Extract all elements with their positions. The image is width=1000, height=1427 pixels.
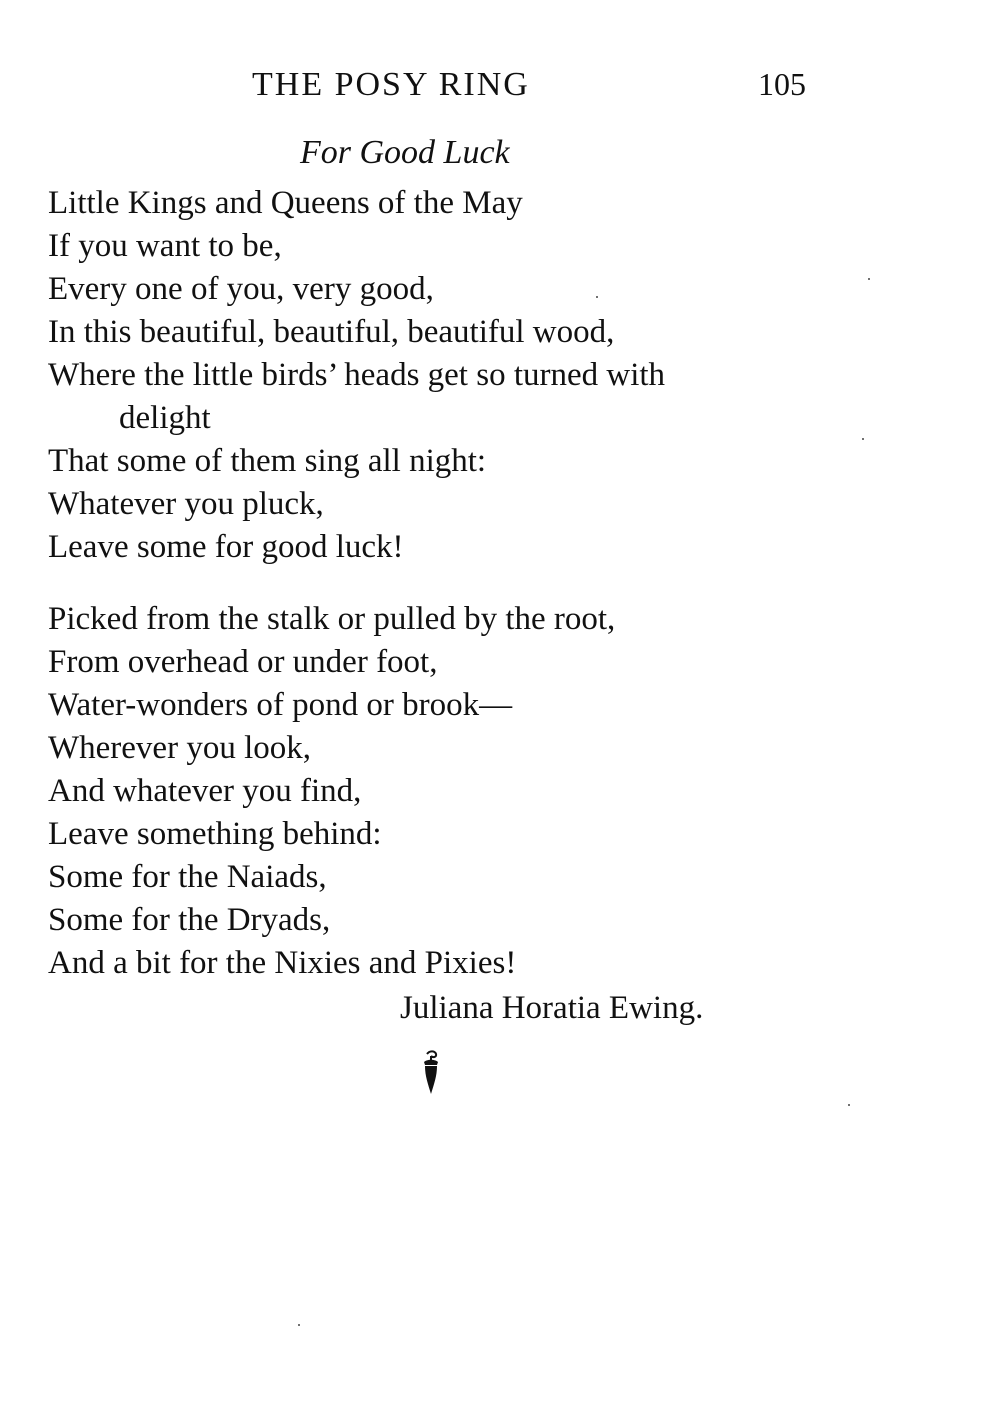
stanza-1 (48, 182, 948, 569)
poem-author: Juliana Horatia Ewing. (400, 990, 704, 1026)
poem-line: Little Kings and Queens of the May (48, 185, 523, 221)
paper-speck (868, 278, 870, 280)
poem-line: And whatever you find, (48, 773, 362, 809)
poem-line: Leave something behind: (48, 816, 382, 852)
stanza-2 (48, 598, 948, 985)
poem-line: Water-wonders of pond or brook— (48, 687, 513, 723)
paper-speck (298, 1324, 300, 1326)
paper-speck (862, 438, 864, 440)
poem-line: Picked from the stalk or pulled by the root, (48, 601, 616, 637)
poem-line: Some for the Dryads, (48, 902, 331, 938)
poem-title: For Good Luck (300, 134, 510, 171)
running-head (0, 66, 1000, 110)
poem-line: From overhead or under foot, (48, 644, 438, 680)
acorn-ornament-icon (418, 1050, 444, 1096)
page-number: 105 (758, 66, 806, 102)
poem-line: And a bit for the Nixies and Pixies! (48, 945, 517, 981)
poem-line: Leave some for good luck! (48, 529, 404, 565)
poem-line: That some of them sing all night: (48, 443, 487, 479)
poem-line: If you want to be, (48, 228, 282, 264)
book-title: THE POSY RING (252, 66, 530, 103)
poem-line: Every one of you, very good, (48, 271, 434, 307)
paper-speck (848, 1104, 850, 1106)
poem-line: In this beautiful, beautiful, beautiful wood, (48, 314, 615, 350)
poem-line: Some for the Naiads, (48, 859, 327, 895)
poem-line: Where the little birds’ heads get so turned with (48, 357, 666, 393)
poem-line: Wherever you look, (48, 730, 311, 766)
poem-line: Whatever you pluck, (48, 486, 324, 522)
poem-line-continuation: delight (119, 400, 211, 436)
paper-speck (596, 296, 598, 298)
